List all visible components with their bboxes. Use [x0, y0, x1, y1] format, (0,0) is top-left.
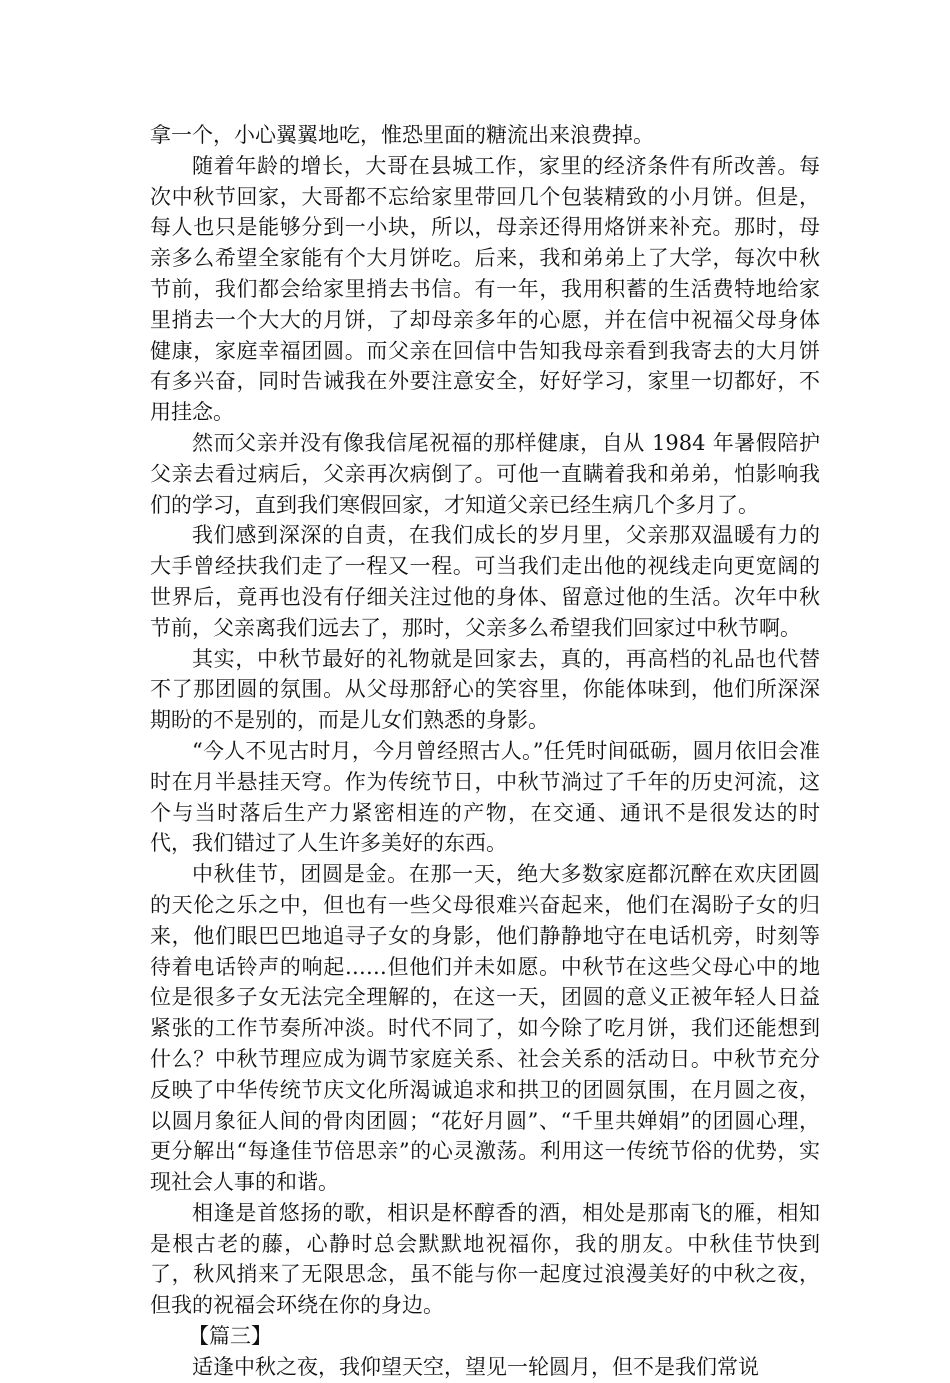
paragraph: 中秋佳节，团圆是金。在那一天，绝大多数家庭都沉醉在欢庆团圆的天伦之乐之中，但也有一些父母很难兴奋起来，他们在渴盼子女的归来，他们眼巴巴地追寻子女的身影，他们静静地守在电话机旁，时刻等待着电话铃声的响起……但他们并未如愿。中秋节在这些父母心中的地位是很多子女无法完全理解的，在这一天，团圆的意义正被年轻人日益紧张的工作节奏所冲淡。时代不同了，如今除了吃月饼，我们还能想到什么？中秋节理应成为调节家庭关系、社会关系的活动日。中秋节充分反映了中华传统节庆文化所渴诚追求和拱卫的团圆氛围，在月圆之夜，以圆月象征人间的骨肉团圆；“花好月圆”、“千里共婵娟”的团圆心理，更分解出“每逢佳节倍思亲”的心灵激荡。利用这一传统节俗的优势，实现社会人事的和谐。 [150, 862, 820, 1195]
paragraph: “今人不见古时月，今月曾经照古人。”任凭时间砥砺，圆月依旧会准时在月半悬挂天穹。作为传统节日，中秋节淌过了千年的历史河流，这个与当时落后生产力紧密相连的产物，在交通、通讯不是很发达的时代，我们错过了人生许多美好的东西。 [150, 738, 820, 856]
paragraph: 相逢是首悠扬的歌，相识是杯醇香的酒，相处是那南飞的雁，相知是根古老的藤，心静时总会默默地祝福你，我的朋友。中秋佳节快到了，秋风捎来了无限思念，虽不能与你一起度过浪漫美好的中秋之夜，但我的祝福会环绕在你的身边。 [150, 1200, 820, 1318]
paragraph: 随着年龄的增长，大哥在县城工作，家里的经济条件有所改善。每次中秋节回家，大哥都不忘给家里带回几个包装精致的小月饼。但是，每人也只是能够分到一小块，所以，母亲还得用烙饼来补充。那时，母亲多么希望全家能有个大月饼吃。后来，我和弟弟上了大学，每次中秋节前，我们都会给家里捎去书信。有一年，我用积蓄的生活费特地给家里捎去一个大大的月饼，了却母亲多年的心愿，并在信中祝福父母身体健康，家庭幸福团圆。而父亲在回信中告知我母亲看到我寄去的大月饼有多兴奋，同时告诫我在外要注意安全，好好学习，家里一切都好，不用挂念。 [150, 153, 820, 425]
paragraph: 其实，中秋节最好的礼物就是回家去，真的，再高档的礼品也代替不了那团圆的氛围。从父母那舒心的笑容里，你能体味到，他们所深深期盼的不是别的，而是儿女们熟悉的身影。 [150, 646, 820, 733]
paragraph: 然而父亲并没有像我信尾祝福的那样健康，自从 1984 年暑假陪护父亲去看过病后，父亲再次病倒了。可他一直瞒着我和弟弟，怕影响我们的学习，直到我们寒假回家，才知道父亲已经生病几个多月了。 [150, 430, 820, 517]
paragraph-continuation: 拿一个，小心翼翼地吃，惟恐里面的糖流出来浪费掉。 [150, 123, 654, 147]
document-page [150, 120, 820, 1383]
paragraph-last: 适逢中秋之夜，我仰望天空，望见一轮圆月，但不是我们常说 [192, 1354, 759, 1379]
paragraph: 我们感到深深的自责，在我们成长的岁月里，父亲那双温暖有力的大手曾经扶我们走了一程又一程。可当我们走出他的视线走向更宽阔的世界后，竟再也没有仔细关注过他的身体、留意过他的生活。次年中秋节前，父亲离我们远去了，那时，父亲多么希望我们回家过中秋节啊。 [150, 523, 820, 640]
section-heading: 【篇三】 [188, 1324, 272, 1349]
